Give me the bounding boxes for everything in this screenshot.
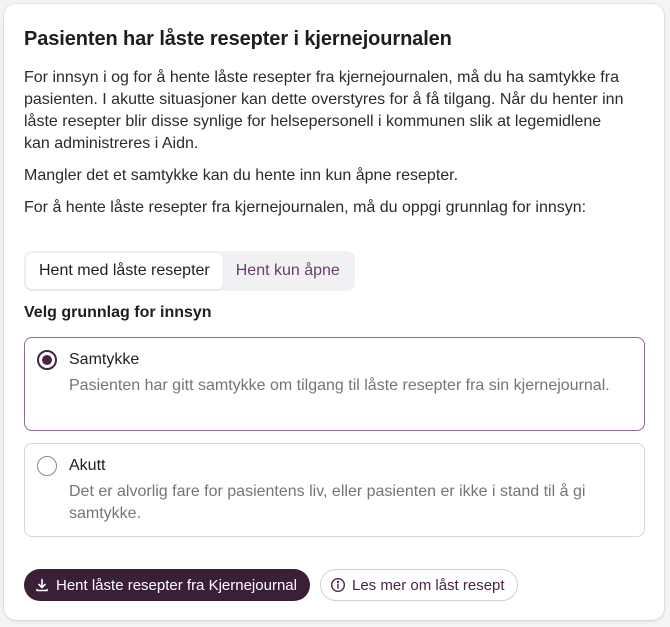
radio-consent-checked[interactable] bbox=[37, 350, 57, 370]
segment-fetch-with-locked[interactable]: Hent med låste resepter bbox=[26, 253, 223, 289]
dialog-title: Pasienten har låste resepter i kjernejournalen bbox=[24, 28, 452, 50]
segment-fetch-open-only[interactable]: Hent kun åpne bbox=[223, 253, 353, 289]
basis-option-consent[interactable] bbox=[24, 337, 645, 431]
option-description-consent: Pasienten har gitt samtykke om tilgang til låste resepter fra sin kjernejournal. bbox=[69, 377, 610, 394]
info-icon bbox=[330, 577, 346, 593]
option-description-emergency: Det er alvorlig fare for pasientens liv, eller pasienten er ikke i stand til å gi samtykke. bbox=[69, 483, 586, 522]
locked-prescriptions-dialog bbox=[4, 4, 664, 620]
read-more-locked-prescription-button[interactable] bbox=[320, 569, 518, 601]
radio-emergency-unchecked[interactable] bbox=[37, 456, 57, 476]
option-title-consent: Samtykke bbox=[69, 351, 140, 368]
fetch-button-label: Hent låste resepter fra Kjernejournal bbox=[56, 576, 297, 594]
basis-option-emergency[interactable] bbox=[24, 443, 645, 537]
fetch-mode-segmented-control bbox=[24, 251, 355, 291]
fetch-locked-prescriptions-button[interactable] bbox=[24, 569, 310, 601]
info-paragraph-consent: For innsyn i og for å hente låste resepter fra kjernejournalen, må du ha samtykke fra pasienten. I akutte situasjoner kan dette overstyres for å få tilgang. Når du henter inn låste resepter blir disse synlige for helsepersonell i kommunen slik at legemidlene kan administreres i Aidn. bbox=[24, 69, 624, 152]
info-paragraph-open-only: Mangler det et samtykke kan du hente inn kun åpne resepter. bbox=[24, 167, 459, 184]
read-more-label: Les mer om låst resept bbox=[352, 576, 505, 594]
option-title-emergency: Akutt bbox=[69, 457, 106, 474]
info-paragraph-basis: For å hente låste resepter fra kjernejournalen, må du oppgi grunnlag for innsyn: bbox=[24, 199, 587, 216]
download-icon bbox=[35, 578, 49, 592]
basis-section-label: Velg grunnlag for innsyn bbox=[24, 304, 212, 321]
